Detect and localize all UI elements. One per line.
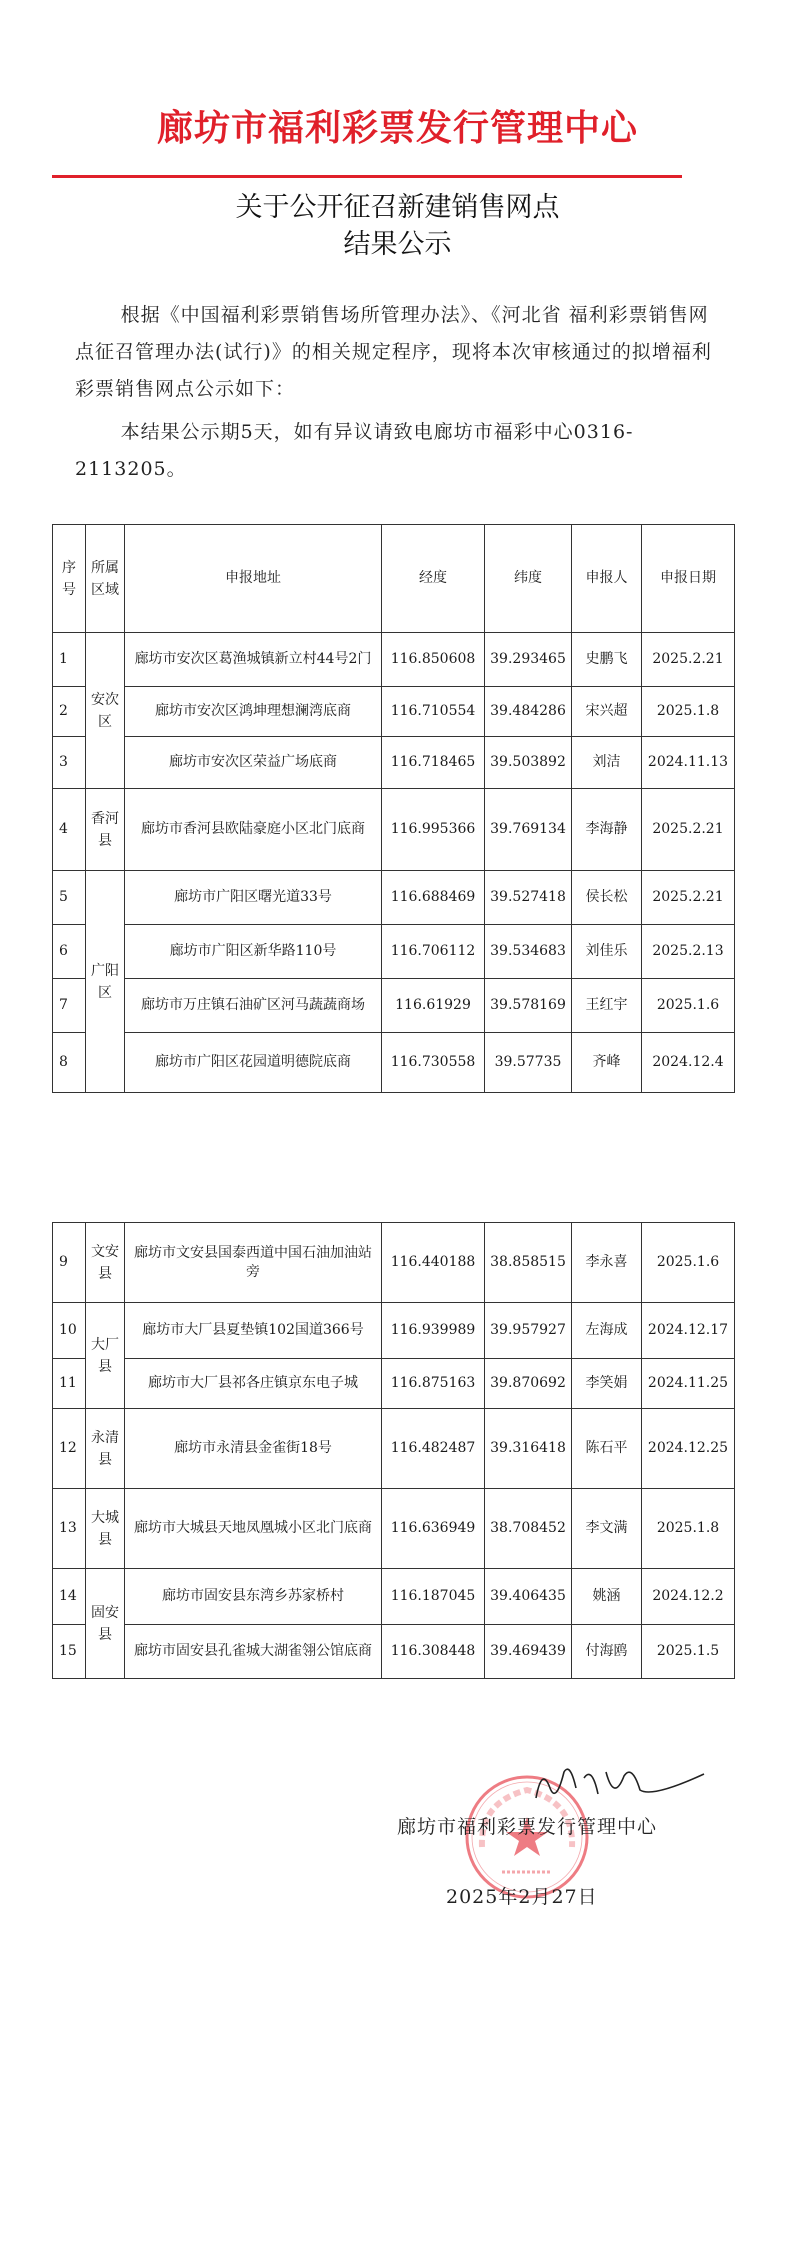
row-lng: 116.730558 (382, 1033, 485, 1093)
notice-paragraph: 本结果公示期5天，如有异议请致电廊坊市福彩中心0316-2113205。 (75, 421, 634, 480)
row-applicant: 王红宇 (572, 979, 642, 1033)
row-lat: 39.578169 (485, 979, 572, 1033)
row-address: 廊坊市大厂县夏垫镇102国道366号 (125, 1303, 382, 1359)
row-seq: 1 (53, 633, 86, 687)
row-applicant: 齐峰 (572, 1033, 642, 1093)
district-cell: 固安县 (86, 1569, 125, 1679)
row-address: 廊坊市大厂县祁各庄镇京东电子城 (125, 1359, 382, 1409)
row-address: 廊坊市固安县孔雀城大湖雀翎公馆底商 (125, 1625, 382, 1679)
page-subtitle: 结果公示 (343, 229, 452, 260)
row-date: 2024.12.4 (642, 1033, 735, 1093)
org-header: 廊坊市福利彩票发行管理中心 (156, 108, 638, 149)
header-district: 所属区域 (86, 525, 125, 633)
row-lat: 39.503892 (485, 737, 572, 789)
row-lat: 38.708452 (485, 1489, 572, 1569)
row-address: 廊坊市万庄镇石油矿区河马蔬蔬商场 (125, 979, 382, 1033)
row-lng: 116.187045 (382, 1569, 485, 1625)
header-divider (52, 175, 682, 178)
row-applicant: 李文满 (572, 1489, 642, 1569)
table-row (53, 1489, 735, 1569)
row-lng: 116.440188 (382, 1223, 485, 1303)
table-row (53, 1409, 735, 1489)
row-applicant: 刘佳乐 (572, 925, 642, 979)
row-address: 廊坊市广阳区花园道明德院底商 (125, 1033, 382, 1093)
outlets-table-part2 (52, 1222, 735, 1679)
table-row (53, 1625, 735, 1679)
outlets-table-part1 (52, 524, 735, 1093)
district-cell: 大城县 (86, 1489, 125, 1569)
row-lng: 116.710554 (382, 687, 485, 737)
row-seq: 8 (53, 1033, 86, 1093)
table-header-row (53, 525, 735, 633)
footer-org: 廊坊市福利彩票发行管理中心 (397, 1816, 658, 1838)
row-lng: 116.482487 (382, 1409, 485, 1489)
footer-date: 2025年2月27日 (446, 1886, 598, 1908)
row-lat: 39.527418 (485, 871, 572, 925)
district-cell: 香河县 (86, 789, 125, 871)
row-lng: 116.688469 (382, 871, 485, 925)
row-date: 2024.12.25 (642, 1409, 735, 1489)
row-lng: 116.718465 (382, 737, 485, 789)
row-seq: 13 (53, 1489, 86, 1569)
page-title: 关于公开征召新建销售网点 (235, 192, 560, 223)
row-applicant: 刘洁 (572, 737, 642, 789)
header-lat: 纬度 (485, 525, 572, 633)
header-address: 申报地址 (125, 525, 382, 633)
table-row (53, 1303, 735, 1359)
row-date: 2025.2.13 (642, 925, 735, 979)
row-seq: 10 (53, 1303, 86, 1359)
row-seq: 5 (53, 871, 86, 925)
row-applicant: 左海成 (572, 1303, 642, 1359)
row-applicant: 李笑娟 (572, 1359, 642, 1409)
district-cell: 永清县 (86, 1409, 125, 1489)
row-lng: 116.61929 (382, 979, 485, 1033)
row-lat: 39.469439 (485, 1625, 572, 1679)
table-row (53, 925, 735, 979)
table-row (53, 789, 735, 871)
row-address: 廊坊市广阳区新华路110号 (125, 925, 382, 979)
row-lat: 38.858515 (485, 1223, 572, 1303)
row-lat: 39.870692 (485, 1359, 572, 1409)
row-lat: 39.769134 (485, 789, 572, 871)
row-address: 廊坊市安次区鸿坤理想澜湾底商 (125, 687, 382, 737)
row-lat: 39.406435 (485, 1569, 572, 1625)
row-lat: 39.484286 (485, 687, 572, 737)
row-lng: 116.875163 (382, 1359, 485, 1409)
row-date: 2025.2.21 (642, 789, 735, 871)
table-row (53, 979, 735, 1033)
row-date: 2025.1.6 (642, 1223, 735, 1303)
row-applicant: 付海鸥 (572, 1625, 642, 1679)
row-date: 2024.12.2 (642, 1569, 735, 1625)
row-lng: 116.939989 (382, 1303, 485, 1359)
table-row (53, 737, 735, 789)
table-row (53, 1569, 735, 1625)
row-date: 2025.1.8 (642, 687, 735, 737)
row-seq: 14 (53, 1569, 86, 1625)
header-seq: 序号 (53, 525, 86, 633)
row-lng: 116.850608 (382, 633, 485, 687)
header-date: 申报日期 (642, 525, 735, 633)
table-row (53, 1033, 735, 1093)
row-lat: 39.293465 (485, 633, 572, 687)
header-lng: 经度 (382, 525, 485, 633)
row-address: 廊坊市大城县天地凤凰城小区北门底商 (125, 1489, 382, 1569)
row-address: 廊坊市安次区葛渔城镇新立村44号2门 (125, 633, 382, 687)
row-date: 2024.12.17 (642, 1303, 735, 1359)
table-row (53, 1223, 735, 1303)
row-applicant: 宋兴超 (572, 687, 642, 737)
row-address: 廊坊市文安县国泰西道中国石油加油站旁 (125, 1223, 382, 1303)
row-date: 2025.1.6 (642, 979, 735, 1033)
district-cell: 文安县 (86, 1223, 125, 1303)
row-lat: 39.57735 (485, 1033, 572, 1093)
row-applicant: 史鹏飞 (572, 633, 642, 687)
row-lat: 39.534683 (485, 925, 572, 979)
row-seq: 7 (53, 979, 86, 1033)
district-cell: 大厂县 (86, 1303, 125, 1409)
district-cell: 广阳区 (86, 871, 125, 1093)
row-seq: 15 (53, 1625, 86, 1679)
row-date: 2024.11.25 (642, 1359, 735, 1409)
intro-paragraph: 根据《中国福利彩票销售场所管理办法》、《河北省 福利彩票销售网点征召管理办法(试行)》的相关规定程序，现将本次审核通过的拟增福利彩票销售网点公示如下： (75, 304, 712, 400)
table-row (53, 633, 735, 687)
row-seq: 11 (53, 1359, 86, 1409)
row-date: 2024.11.13 (642, 737, 735, 789)
row-applicant: 李海静 (572, 789, 642, 871)
row-seq: 9 (53, 1223, 86, 1303)
signature-icon (528, 1758, 708, 1808)
row-address: 廊坊市安次区荣益广场底商 (125, 737, 382, 789)
row-seq: 3 (53, 737, 86, 789)
row-lng: 116.995366 (382, 789, 485, 871)
row-lat: 39.957927 (485, 1303, 572, 1359)
table-row (53, 687, 735, 737)
row-lng: 116.706112 (382, 925, 485, 979)
row-lat: 39.316418 (485, 1409, 572, 1489)
row-seq: 4 (53, 789, 86, 871)
row-applicant: 陈石平 (572, 1409, 642, 1489)
row-seq: 6 (53, 925, 86, 979)
table-row (53, 871, 735, 925)
row-date: 2025.1.5 (642, 1625, 735, 1679)
row-applicant: 李永喜 (572, 1223, 642, 1303)
row-address: 廊坊市香河县欧陆豪庭小区北门底商 (125, 789, 382, 871)
row-seq: 12 (53, 1409, 86, 1489)
row-lng: 116.308448 (382, 1625, 485, 1679)
district-cell: 安次区 (86, 633, 125, 789)
row-date: 2025.1.8 (642, 1489, 735, 1569)
row-date: 2025.2.21 (642, 871, 735, 925)
row-lng: 116.636949 (382, 1489, 485, 1569)
row-address: 廊坊市永清县金雀街18号 (125, 1409, 382, 1489)
table-row (53, 1359, 735, 1409)
row-applicant: 姚涵 (572, 1569, 642, 1625)
row-seq: 2 (53, 687, 86, 737)
row-applicant: 侯长松 (572, 871, 642, 925)
row-address: 廊坊市固安县东湾乡苏家桥村 (125, 1569, 382, 1625)
row-address: 廊坊市广阳区曙光道33号 (125, 871, 382, 925)
row-date: 2025.2.21 (642, 633, 735, 687)
header-applicant: 申报人 (572, 525, 642, 633)
